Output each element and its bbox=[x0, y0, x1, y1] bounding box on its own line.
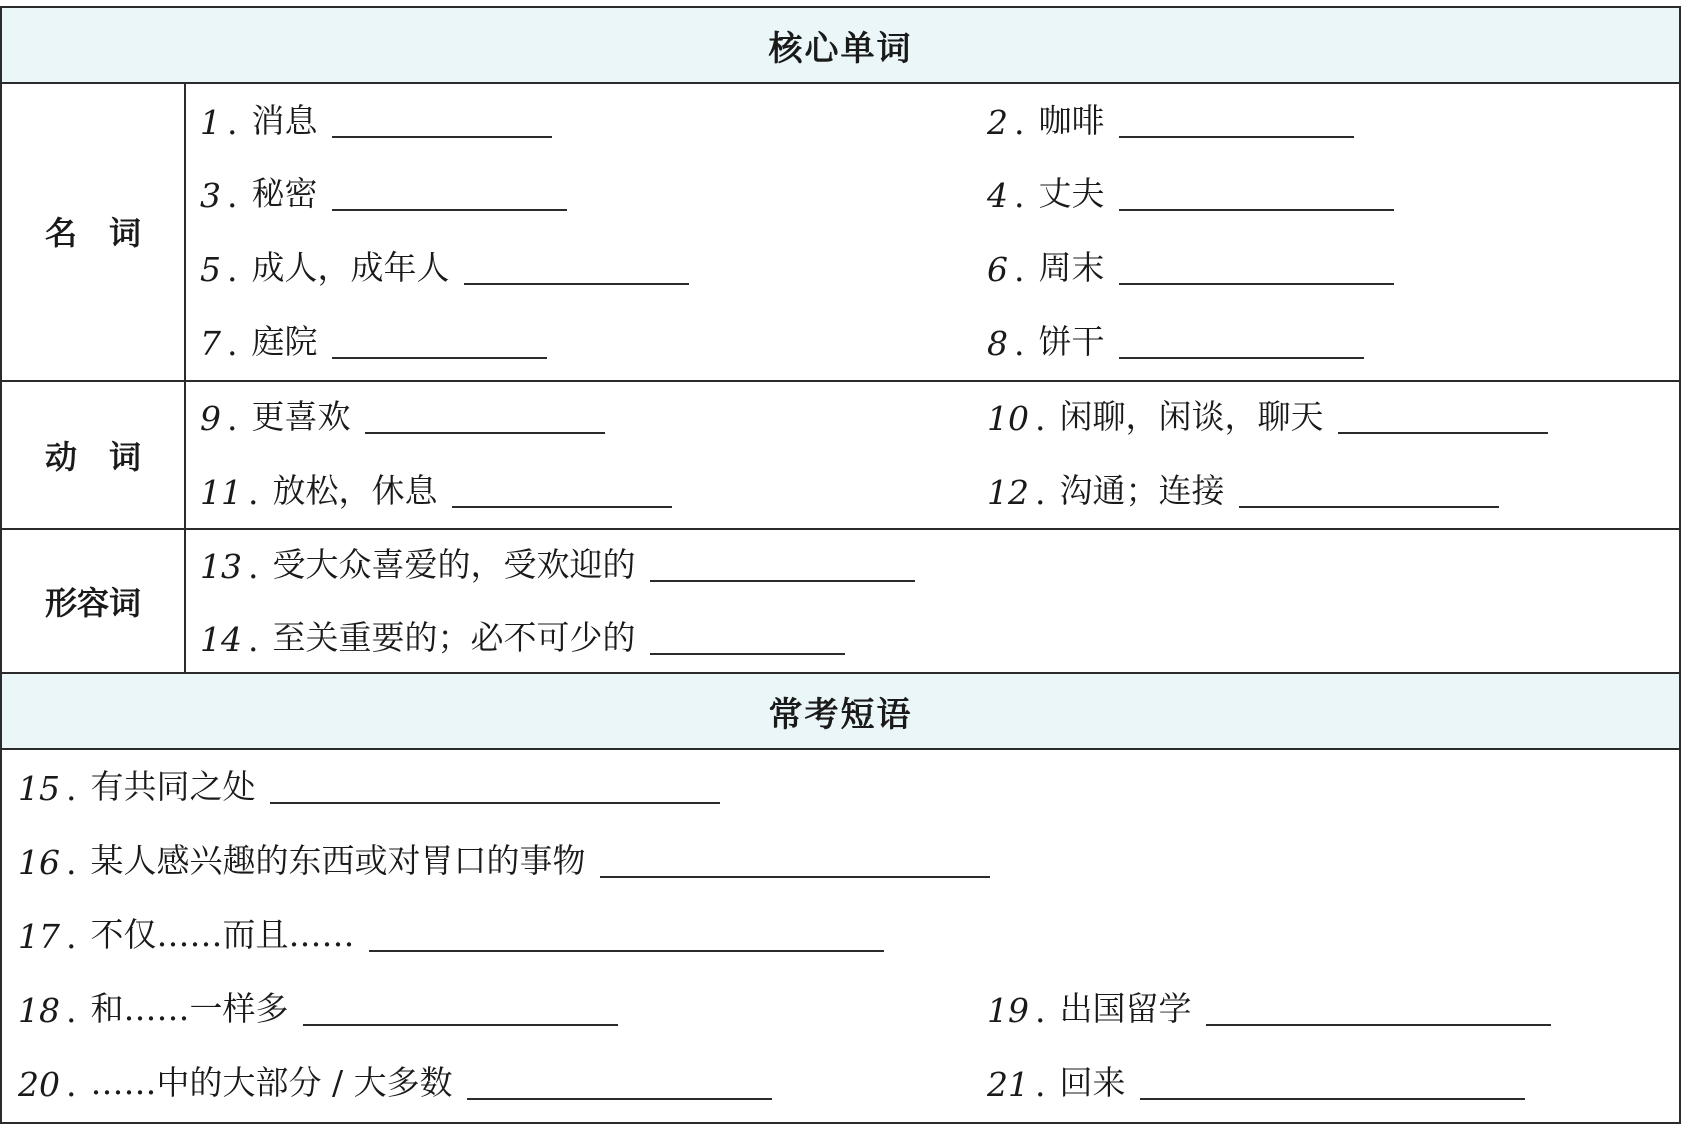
answer-blank[interactable] bbox=[1338, 432, 1548, 434]
answer-blank[interactable] bbox=[332, 136, 552, 138]
item-text: 出国留学 bbox=[1059, 989, 1192, 1028]
item-text: ……中的大部分 / 大多数 bbox=[90, 1063, 453, 1102]
phrases-title: 常考短语 bbox=[768, 694, 913, 735]
vocab-item-6: 6 . 周末 bbox=[987, 245, 1394, 289]
answer-blank[interactable] bbox=[464, 283, 689, 285]
core-words-header bbox=[2, 8, 1679, 84]
phrase-item-21: 21 . 回来 bbox=[987, 1060, 1525, 1104]
item-number: 8 bbox=[987, 324, 1008, 363]
item-number: 13 bbox=[200, 547, 242, 586]
category-verb: 动 词 bbox=[44, 438, 141, 476]
item-number: 5 bbox=[200, 250, 221, 289]
item-number: 6 bbox=[987, 250, 1008, 289]
answer-blank[interactable] bbox=[1206, 1024, 1551, 1026]
vocabulary-worksheet bbox=[0, 6, 1681, 1124]
answer-blank[interactable] bbox=[600, 876, 990, 878]
answer-blank[interactable] bbox=[467, 1098, 772, 1100]
vocab-item-11: 11 . 放松，休息 bbox=[200, 468, 672, 512]
item-text: 不仅……而且…… bbox=[90, 915, 355, 954]
item-number: 7 bbox=[200, 324, 221, 363]
vocab-item-4: 4 . 丈夫 bbox=[987, 171, 1394, 215]
phrase-item-17: 17 . 不仅……而且…… bbox=[18, 912, 884, 956]
item-number: 14 bbox=[200, 620, 242, 659]
row-divider-verb-adjective bbox=[2, 528, 1679, 530]
item-number: 3 bbox=[200, 176, 221, 215]
core-words-title: 核心单词 bbox=[768, 28, 913, 69]
phrase-item-18: 18 . 和……一样多 bbox=[18, 986, 618, 1030]
item-text: 某人感兴趣的东西或对胃口的事物 bbox=[90, 841, 586, 880]
item-text: 庭院 bbox=[251, 322, 318, 361]
vocab-item-3: 3 . 秘密 bbox=[200, 171, 567, 215]
answer-blank[interactable] bbox=[365, 432, 605, 434]
vocab-item-1: 1 . 消息 bbox=[200, 98, 552, 142]
answer-blank[interactable] bbox=[650, 580, 915, 582]
item-number: 19 bbox=[987, 991, 1029, 1030]
vocab-item-13: 13 . 受大众喜爱的，受欢迎的 bbox=[200, 542, 915, 586]
item-number: 18 bbox=[18, 991, 60, 1030]
category-noun: 名 词 bbox=[44, 214, 141, 252]
item-text: 有共同之处 bbox=[90, 767, 256, 806]
phrases-header bbox=[2, 672, 1679, 750]
item-number: 16 bbox=[18, 843, 60, 882]
item-text: 和……一样多 bbox=[90, 989, 289, 1028]
item-text: 受大众喜爱的，受欢迎的 bbox=[272, 545, 636, 584]
category-adjective: 形容词 bbox=[44, 584, 141, 622]
item-number: 9 bbox=[200, 399, 221, 438]
answer-blank[interactable] bbox=[270, 802, 720, 804]
item-number: 15 bbox=[18, 769, 60, 808]
item-number: 17 bbox=[18, 917, 60, 956]
answer-blank[interactable] bbox=[452, 506, 672, 508]
item-number: 11 bbox=[200, 473, 242, 512]
vocab-item-8: 8 . 饼干 bbox=[987, 319, 1364, 363]
item-text: 闲聊，闲谈，聊天 bbox=[1059, 397, 1324, 436]
item-number: 1 bbox=[200, 103, 221, 142]
item-number: 12 bbox=[987, 473, 1029, 512]
item-text: 咖啡 bbox=[1038, 101, 1105, 140]
phrase-item-15: 15 . 有共同之处 bbox=[18, 764, 720, 808]
vocab-item-7: 7 . 庭院 bbox=[200, 319, 547, 363]
item-text: 回来 bbox=[1059, 1063, 1126, 1102]
item-number: 10 bbox=[987, 399, 1029, 438]
item-text: 秘密 bbox=[251, 174, 318, 213]
vocab-item-12: 12 . 沟通；连接 bbox=[987, 468, 1499, 512]
item-text: 周末 bbox=[1038, 248, 1105, 287]
item-text: 放松，休息 bbox=[272, 471, 438, 510]
item-number: 2 bbox=[987, 103, 1008, 142]
item-text: 消息 bbox=[251, 101, 318, 140]
item-text: 成人，成年人 bbox=[251, 248, 450, 287]
answer-blank[interactable] bbox=[1119, 357, 1364, 359]
item-number: 20 bbox=[18, 1065, 60, 1104]
vocab-item-2: 2 . 咖啡 bbox=[987, 98, 1354, 142]
row-divider-noun-verb bbox=[2, 380, 1679, 382]
vocab-item-5: 5 . 成人，成年人 bbox=[200, 245, 689, 289]
answer-blank[interactable] bbox=[1140, 1098, 1525, 1100]
answer-blank[interactable] bbox=[332, 209, 567, 211]
item-text: 沟通；连接 bbox=[1059, 471, 1225, 510]
vocab-item-10: 10 . 闲聊，闲谈，聊天 bbox=[987, 394, 1548, 438]
item-text: 更喜欢 bbox=[251, 397, 351, 436]
item-number: 4 bbox=[987, 176, 1008, 215]
answer-blank[interactable] bbox=[1239, 506, 1499, 508]
phrase-item-16: 16 . 某人感兴趣的东西或对胃口的事物 bbox=[18, 838, 990, 882]
phrase-item-19: 19 . 出国留学 bbox=[987, 986, 1551, 1030]
vocab-item-9: 9 . 更喜欢 bbox=[200, 394, 605, 438]
item-text: 至关重要的；必不可少的 bbox=[272, 618, 636, 657]
item-text: 饼干 bbox=[1038, 322, 1105, 361]
item-text: 丈夫 bbox=[1038, 174, 1105, 213]
answer-blank[interactable] bbox=[332, 357, 547, 359]
answer-blank[interactable] bbox=[1119, 136, 1354, 138]
answer-blank[interactable] bbox=[650, 653, 845, 655]
answer-blank[interactable] bbox=[1119, 283, 1394, 285]
answer-blank[interactable] bbox=[303, 1024, 618, 1026]
answer-blank[interactable] bbox=[369, 950, 884, 952]
phrase-item-20: 20 . ……中的大部分 / 大多数 bbox=[18, 1060, 772, 1104]
vocab-item-14: 14 . 至关重要的；必不可少的 bbox=[200, 615, 845, 659]
answer-blank[interactable] bbox=[1119, 209, 1394, 211]
category-divider bbox=[184, 82, 186, 672]
item-number: 21 bbox=[987, 1065, 1029, 1104]
